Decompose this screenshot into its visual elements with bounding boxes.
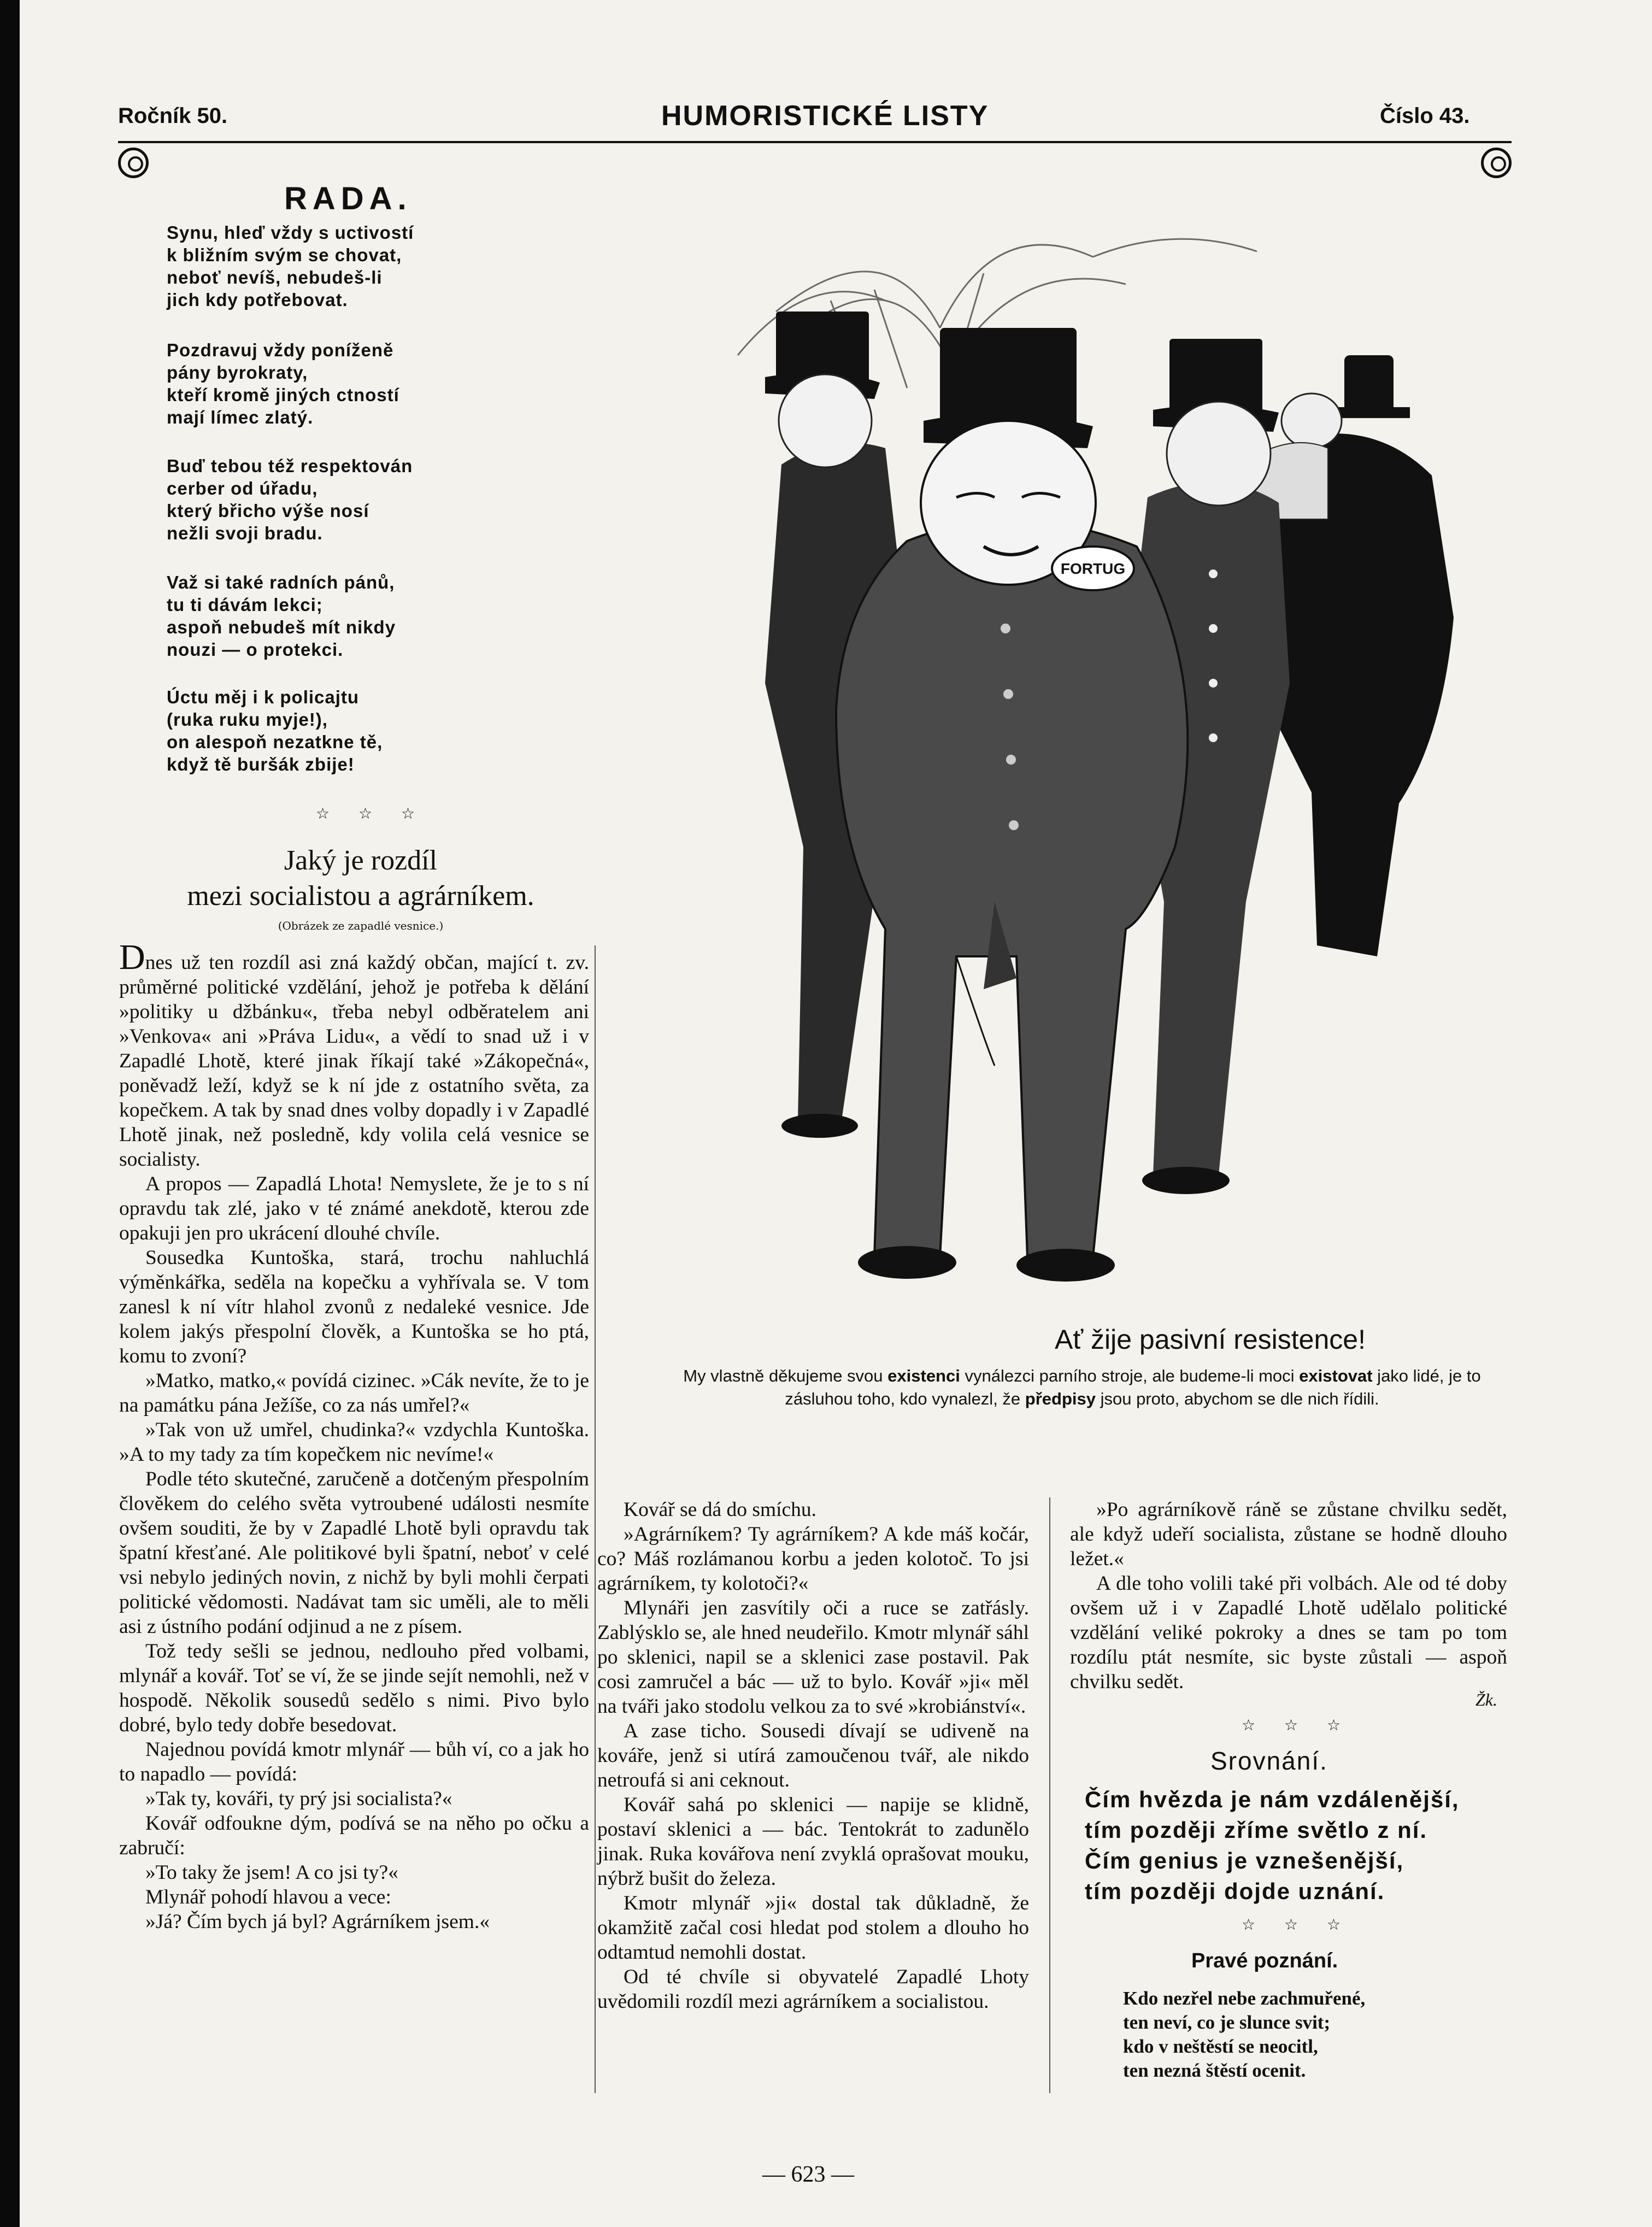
poem-stanza: Synu, hleď vždy s uctivostí k bližním svým se chovat, neboť nevíš, nebudeš-li jich kdy potřebovat. [167, 222, 414, 310]
article-column-middle: Kovář se dá do smíchu. »Agrárníkem? Ty agrárníkem? A kde máš kočár, co? Máš rozlámanou korbu a jeden kolotoč. To jsi agrárníkem, ty kolotoči?« Mlynáři jen zasvítily oči a ruce se zatřásly. Zablýsklo se, ale hned neudeřilo. Kmotr mlynář sáhl po sklenici, napil se a sklenici zase postavil. Pak cosi zamručel a bác — už to bylo. Kovář »ji« měl na tváři jako stodolu velkou za to své »krobiánství«. A zase ticho. Sousedi dívají se udiveně na kováře, jenž si utírá zamoučenou tvář, ale nikdo netroufá si ani ceknout. Kovář sahá po sklenici — napije se klidně, postaví sklenici a — bác. Tentokrát to zadunělo jinak. Ruka kovářova není zvyklá oprašovat mouku, nýbrž bušit do železa. Kmotr mlynář »ji« dostal tak důkladně, že okamžitě začal cosi hledat pod stolem a dlouho ho odtamtud nemohli dostat. Od té chvíle si obyvatelé Zapadlé Lhoty uvědomili rozdíl mezi agrárníkem a socialistou. [597, 1499, 1029, 2013]
author-signature: Žk. [1475, 1690, 1497, 1709]
illustration-caption-title: Ať žije pasivní resistence! [1055, 1324, 1366, 1355]
page-number: — 623 — [762, 2162, 854, 2187]
prave-poznani-title: Pravé poznání. [1191, 1949, 1338, 1972]
article-column-left: Dnes už ten rozdíl asi zná každý občan, mající t. zv. průměrné politické vzdělání, jehož je potřeba k dělání »politiky u džbánku«, třeba nebyl odběratelem ani »Venkova« ani »Práva Lidu«, a vědí to snad už i v Zapadlé Lhotě, které jinak říkají také »Zákopečná«, poněvadž leží, když se k ní jde z ostatního světa, za kopečkem. A tak by snad dnes volby dopadly i v Zapadlé Lhotě jinak, než posledně, kdy volila celá vesnice se socialisty. A propos — Zapadlá Lhota! Nemyslete, že je to s ní opravdu tak zlé, jako v té známé anekdotě, kterou zde opakuji jen pro ukrácení dlouhé chvíle. Sousedka Kuntoška, stará, trochu nahluchlá výměnkářka, seděla na kopečku a vyhřívala se. V tom zanesl k ní vítr hlahol zvonů z nedaleké vesnice. Jde kolem jakýs přespolní člověk, a Kuntoška se ho ptá, komu to zvoní? »Matko, matko,« povídá cizinec. »Cák nevíte, že to je na památku pána Ježíše, co za nás umřel?« »Tak von už umřel, chudinka?« vzdychla Kuntoška. »A to my tady za tím kopečkem nic nevíme!« Podle této skutečné, zaručeně a dotčeným přespolním člověkem do celého světa vytroubené události nesmíte ovšem souditi, že by v Zapadlé Lhotě byli opravdu tak špatní křesťané. Ale politikové byli špatní, neboť v celé vsi nebylo jediných novin, z nichž by byli mohli čerpati politické vědomosti. Nadávat tam sic uměli, ale to měli asi z ústního podání odjinud a ne z písem. Tož tedy sešli se jednou, nedlouho před volbami, mlynář a kovář. Toť se ví, že se jinde sejít nemohli, než v hospodě. Několik sousedů sedělo s nimi. Pivo bylo dobré, bylo tedy dobře besedovat. Najednou povídá kmotr mlynář — bůh ví, co a jak ho to napadlo — povídá: »Tak ty, kováři, ty prý jsi socialista?« Kovář odfoukne dým, podívá se na něho po očku a zabručí: »To taky že jsem! A co jsi ty?« Mlynář pohodí hlavou a vece: »Já? Čím bych já byl? Agrárníkem jsem.« [119, 937, 589, 1933]
poem-stanza: Pozdravuj vždy poníženě pány byrokraty, kteří kromě jiných ctností mají límec zlatý. [167, 340, 399, 427]
drop-cap: D [119, 937, 145, 977]
srovnani-verse: Čím hvězda je nám vzdálenější, tím později zříme světlo z ní. Čím genius je vznešenější, tím později dojde uznání. [1085, 1787, 1460, 1904]
illustration-caption: My vlastně děkujeme svou existenci vynálezci parního stroje, ale budeme-li moci existovat jako lidé, je to zásluhou toho, kdo vynalezl, že předpisy jsou proto, abychom se dle nich řídili. [683, 1366, 1481, 1408]
article-subtitle: (Obrázek ze zapadlé vesnice.) [278, 919, 444, 932]
badge-label: FORTUG [1060, 560, 1126, 577]
issue-label: Číslo 43. [1380, 104, 1470, 128]
volume-label: Ročník 50. [118, 104, 228, 128]
article-column-right: »Po agrárníkově ráně se zůstane chvilku sedět, ale když udeří socialista, zůstane se hodně dlouho ležet.« A dle toho volili také při volbách. Ale od té doby ovšem už i v Zapadlé Lhotě udělalo politické vzdělání veliké pokroky a dnes se tam po tom rozdílu ptát nesmíte, sic byste zůstali — aspoň chvilku sedět. [1070, 1499, 1507, 1693]
poem-title: RADA. [284, 181, 412, 216]
section-stars: ☆ ☆ ☆ [1242, 1716, 1353, 1734]
poem-stanza: Važ si také radních pánů, tu ti dávám lekci; aspoň nebudeš mít nikdy nouzi — o protekci. [167, 572, 396, 660]
article-title-line2: mezi socialistou a agrárníkem. [187, 880, 534, 912]
poem-stanza: Buď tebou též respektován cerber od úřadu, který břicho výše nosí nežli svoji bradu. [167, 456, 413, 543]
cartoon-illustration [601, 191, 1530, 1328]
masthead-title: HUMORISTICKÉ LISTY [661, 100, 989, 132]
article-title-line1: Jaký je rozdíl [284, 845, 438, 876]
poem-stanza: Úctu měj i k policajtu (ruka ruku myje!), on alespoň nezatkne tě, když tě buršák zbije! [167, 687, 383, 774]
scan-edge [0, 0, 20, 2227]
prave-poznani-verse: Kdo nezřel nebe zachmuřené, ten neví, co je slunce svit; kdo v neštěstí se neocitl, ten nezná štěstí ocenit. [1123, 1988, 1366, 2081]
srovnani-title: Srovnání. [1210, 1747, 1328, 1775]
section-stars: ☆ ☆ ☆ [316, 804, 427, 822]
ornament-right-icon [1481, 148, 1512, 178]
column-rule [1049, 1497, 1050, 2093]
header-rule [118, 141, 1512, 143]
section-stars: ☆ ☆ ☆ [1242, 1915, 1353, 1934]
ornament-left-icon [118, 148, 149, 178]
column-rule [595, 945, 596, 2093]
